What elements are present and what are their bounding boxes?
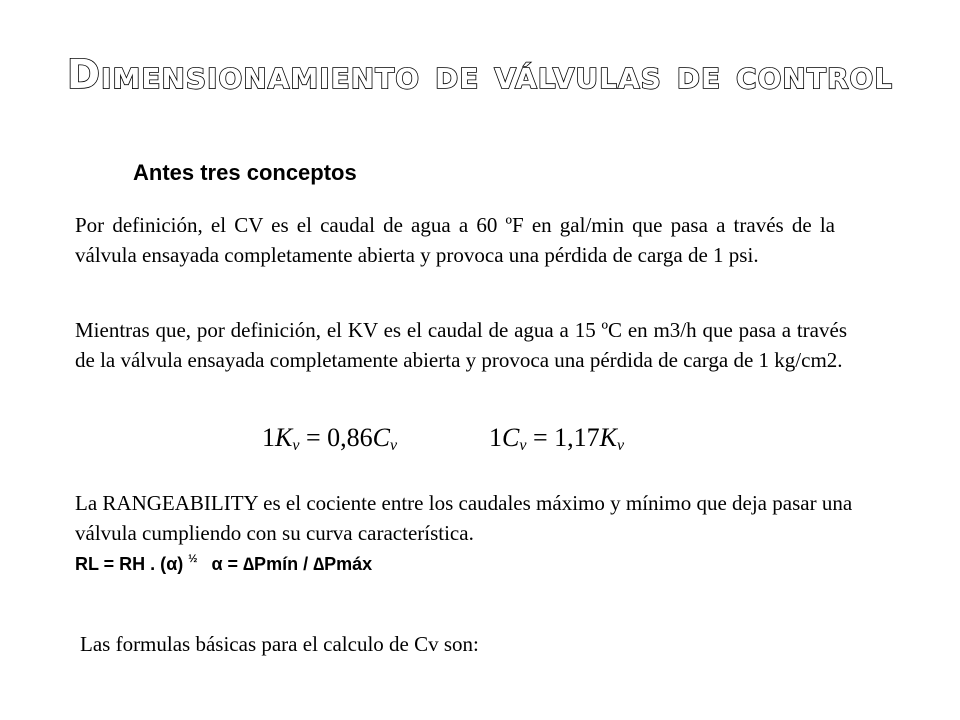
formula-part2: ) — [177, 554, 184, 574]
equation-cv-kv — [489, 423, 624, 455]
eq1-equals: = — [299, 423, 328, 452]
formula-alpha: α — [166, 554, 178, 574]
eq2-lhs-var: C — [502, 423, 520, 452]
equation-kv-cv — [262, 423, 397, 455]
cv-definition-paragraph: Por definición, el CV es el caudal de agua a 60 ºF en gal/min que pasa a través de la válvula ensayada completamente abierta y provoca una pérdida de carga de 1 psi. — [75, 213, 835, 267]
eq1-rhs-sub: v — [389, 437, 398, 454]
formula-part1: RL = RH . ( — [75, 554, 167, 574]
rangeability-formula — [75, 553, 372, 575]
eq2-rhs-var: K — [599, 423, 617, 452]
eq1-rhs-coef: 0,86 — [327, 423, 373, 452]
eq1-rhs-var: C — [372, 423, 390, 452]
formula-part3: α = ∆Pmín / ∆Pmáx — [211, 554, 373, 574]
eq1-lhs-coef: 1 — [262, 423, 275, 452]
eq2-lhs-coef: 1 — [489, 423, 502, 452]
subtitle: Antes tres conceptos — [133, 160, 357, 185]
eq2-lhs-sub: v — [519, 437, 527, 454]
eq1-lhs-var: K — [275, 423, 293, 452]
formula-exponent: ½ — [188, 553, 198, 565]
eq2-equals: = — [526, 423, 555, 452]
closing-text: Las formulas básicas para el calculo de Cv son: — [80, 632, 479, 656]
slide-title: Dimensionamiento de válvulas de control — [66, 52, 894, 98]
eq2-rhs-coef: 1,17 — [554, 423, 600, 452]
kv-definition-paragraph: Mientras que, por definición, el KV es el caudal de agua a 15 ºC en m3/h que pasa a través de la válvula ensayada completamente abierta y provoca una pérdida de carga de 1 kg/cm2. — [75, 318, 847, 372]
eq1-lhs-sub: v — [292, 437, 300, 454]
rangeability-paragraph: La RANGEABILITY es el cociente entre los caudales máximo y mínimo que deja pasar una válvula cumpliendo con su curva característica. — [75, 491, 853, 545]
eq2-rhs-sub: v — [616, 437, 625, 454]
